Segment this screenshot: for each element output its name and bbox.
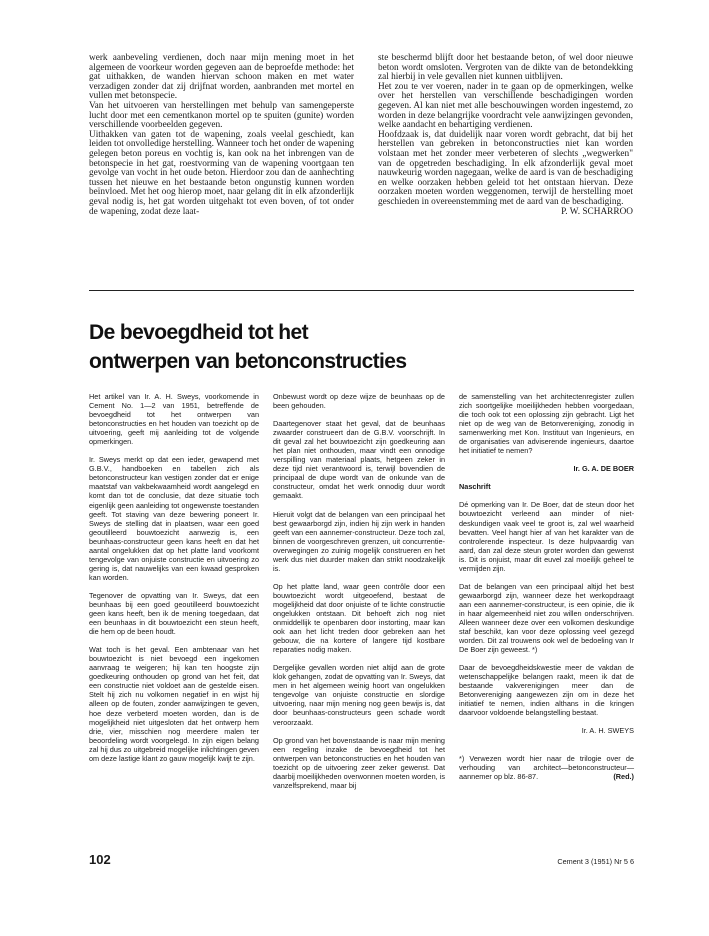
paragraph: Wat toch is het geval. Een ambtenaar van het bouwtoezicht is niet bevoegd een ingekomen aanvraag te weigeren; hij kan ten hoogste zijn goedkeuring onthouden op grond van het feit, dat een constructie niet voldoet aan de gestelde eisen. Stelt hij zich nu volkomen negatief in en wijst hij alleen op de fouten, zonder aanwijzingen te geven, hoe deze verbeterd moeten worden, dan is de mogelijkheid niet uitgesloten dat het ontwerp hem drie, vier, misschien nog meerdere malen ter beoordeling wordt voorgelegd. In zijn eigen belang zal hij dus zo uitgebreid mogelijke inlichtingen geven om deze lastige klant zo gauw mogelijk kwijt te zijn.	[89, 645, 259, 763]
footnote-text: *) Verwezen wordt hier naar de trilogie over de verhouding van architect—betonconstructeur—aannemer op blz. 86-87.	[459, 753, 634, 781]
headline-line-2: ontwerpen van betonconstructies	[89, 350, 407, 373]
naschrift-heading: Naschrift	[459, 482, 491, 492]
top-right-column	[378, 54, 633, 217]
article-column-2	[273, 392, 445, 799]
paragraph: Daar de bevoegdheidskwestie meer de vakdan de wetenschappelijke belangen raakt, meen ik dat de bestaande vakverenigingen meer dan de Betonvereniging aangewezen zijn om in deze het initiatief te nemen, indien althans in die kringen daarvoor voldoende belangstelling bestaat.	[459, 663, 634, 718]
author-signature: Ir. G. A. DE BOER	[573, 464, 634, 474]
footnote	[459, 754, 634, 781]
paragraph: Dat de belangen van een principaal altijd het best gewaarborgd zijn, wanneer deze het werkopdraagt aan een aannemer-constructeur, is een opinie, die ik in haar algemeenheid niet zou willen onderschrijven. Alleen wanneer deze over een volkomen deskundige staf beschikt, kan voor deze oplossing veel gezegd worden. Dit zal trouwens ook wel de bedoeling van Ir De Boer zijn geweest. *)	[459, 581, 634, 655]
top-left-column	[89, 54, 354, 217]
paragraph: Dé opmerking van Ir. De Boer, dat de steun door het bouwtoezicht verleend aan minder of niet-deskundigen vaak veel te groot is, zal wel waarheid bevatten. Veel hangt hier af van het karakter van de controlerende inspecteur. Is deze hulpvaardig van aard, dan zal deze steun groter worden dan gewenst is. Dit is onjuist, maar dit euvel zal moeilijk geheel te vermijden zijn.	[459, 500, 634, 573]
journal-reference: Cement 3 (1951) Nr 5 6	[557, 857, 634, 866]
paragraph: Tegenover de opvatting van Ir. Sweys, dat een beunhaas bij een goed geoutilleerd bouwtoezicht geen kans heeft, ben ik de mening toegedaan, dat een beunhaas in dit bouwtoezicht een steun heeft, die hem op de been houdt.	[89, 590, 259, 637]
paragraph: Op het platte land, waar geen contrôle door een bouwtoezicht wordt uitgeoefend, bestaat de mogelijkheid dat door onjuiste of te lichte constructie ongelukken ontstaan. Dit behoeft zich nog niet onmiddellijk te openbaren door instorting, maar kan ook aan het licht treden door gebreken aan het gebouw, die na kortere of langere tijd kostbare reparaties nodig maken.	[273, 581, 445, 655]
author-signature: Ir. A. H. SWEYS	[581, 726, 634, 736]
paragraph: ste beschermd blijft door het bestaande beton, of wel door nieuwe beton wordt omsloten. Vergroten van de dikte van de betondekking zal hierbij in vele gevallen niet kunnen uitblijven.	[378, 53, 633, 83]
paragraph: werk aanbeveling verdienen, doch naar mijn mening moet in het algemeen de voorkeur worden gegeven aan de beproefde methode: het gat uithakken, de wanden hiervan schoon maken en met water verzadigen zonder dat zij drijfnat worden, aanbranden met mortel en vullen met betonspecie.	[89, 53, 354, 102]
paragraph: Daartegenover staat het geval, dat de beunhaas zwaarder construeert dan de G.B.V. voorschrijft. In dit geval zal het bouwtoezicht zijn goedkeuring aan het plan niet onthouden, maar vindt een onnodige verspilling van materiaal plaats, hetgeen zeker in deze tijd niet verantwoord is, terwijl bovendien de principaal de dupe wordt van de onkunde van de constructeur, omdat het werk onnodig duur wordt gemaakt.	[273, 419, 445, 501]
paragraph: Van het uitvoeren van herstellingen met behulp van samengeperste lucht door met een cementkanon mortel op te spuiten (gunite) worden verschillende voorbeelden gegeven.	[89, 100, 354, 131]
paragraph: Op grond van het bovenstaande is naar mijn mening een regeling inzake de bevoegdheid tot het ontwerpen van betonconstructies en het houden van toezicht op de uitvoering zeer zeker gewenst. Dat daarbij moeilijkheden overwonnen moeten worden, is vanzelfsprekend, maar bij	[273, 735, 445, 790]
author-signature: P. W. SCHARROO	[561, 206, 633, 217]
headline-line-1: De bevoegdheid tot het	[89, 321, 308, 344]
paragraph: de samenstelling van het architectenregister zullen zich soortgelijke moeilijkheden hebben voorgedaan, die toch ook tot een oplossing zijn gebracht. Ligt het niet op de weg van de Betonvereniging, zonodig in samenwerking met Kon. Instituut van Ingenieurs, en de organisaties van adviserende ingenieurs, daartoe het initiatief te nemen?	[459, 392, 634, 456]
article-headline	[89, 318, 406, 376]
section-divider	[89, 290, 634, 291]
paragraph: Het zou te ver voeren, nader in te gaan op de opmerkingen, welke over het herstellen van verschillende beschadigingen worden gegeven. Al kan niet met alle beschouwingen worden ingestemd, zo worden in deze belangrijke voordracht vele aanwijzingen gevonden, welke aandacht en behartiging verdienen.	[378, 81, 633, 131]
paragraph: Hoofdzaak is, dat duidelijk naar voren wordt gebracht, dat bij het herstellen van gebreken in betonconstructies niet kan worden volstaan met het zonder meer verbeteren of slechts „wegwerken" van de opgetreden beschadiging. In elk afzonderlijk geval moet nauwkeurig worden nagegaan, welke de aard is van de beschadiging en welke oorzaken hebben geleid tot het ontstaan hiervan. Deze oorzaken moeten worden weggenomen, terwijl de herstelling moet geschieden in overeenstemming met de aard van de beschadiging.	[378, 129, 633, 207]
article-column-3	[459, 392, 634, 790]
paragraph: Onbewust wordt op deze wijze de beunhaas op de been gehouden.	[273, 392, 445, 411]
page-number: 102	[89, 852, 111, 867]
paragraph: Uithakken van gaten tot de wapening, zoals veelal geschiedt, kan leiden tot onvolledige herstelling. Wanneer toch het onder de wapening gelegen beton poreus en vochtig is, kan ook na het inbrengen van de betonspecie in het gat, roestvorming van de wapening voortgaan ten gevolge van vocht in het oude beton. Hierdoor zou dan de aanhechting tussen het nieuwe en het bestaande beton ongunstig kunnen worden beïnvloed. Met het oog hierop moet, naar gelang dit in elk afzonderlijk geval nodig is, het gat worden uitgehakt tot even boven, of tot onder de wapening, zodat deze laat-	[89, 129, 354, 217]
footnote-redaction: (Red.)	[613, 771, 634, 781]
paragraph: Hieruit volgt dat de belangen van een principaal het best gewaarborgd zijn, indien hij zijn werk in handen geeft van een aannemer-constructeur. Deze toch zal, binnen de voorgeschreven grenzen, uit concurrentie-overwegingen zo zuinig mogelijk construeren en het werk dus niet duurder maken dan strikt noodzakelijk is.	[273, 509, 445, 573]
article-column-1	[89, 392, 259, 772]
paragraph: Dergelijke gevallen worden niet altijd aan de grote klok gehangen, zodat de opvatting van Ir. Sweys, dat men in het algemeen weinig hoort van ongelukken tengevolge van onjuiste constructie en slordige uitvoering, naar mijn mening nog geen bewijs is, dat door beunhaas-constructeurs geen schade wordt veroorzaakt.	[273, 663, 445, 727]
paragraph: Ir. Sweys merkt op dat een ieder, gewapend met G.B.V., handboeken en tabellen zich als betonconstructeur kan vestigen zonder dat er enige maatstaf van vakbekwaamheid wordt aangelegd en komt dan tot de conclusie, dat deze situatie toch eigenlijk geen aanleiding tot ongewenste toestanden geeft. Tot staving van deze bewering poneert Ir. Sweys de stelling dat in plaatsen, waar een goed geoutilleerd bouwtoezicht aanwezig is, een beunhaas-constructeur geen kans heeft en dat het aantal ongelukken dat op het platte land voorkomt tengevolge van onjuiste constructie en uitvoering zo gering is, dat nauwelijks van een kwaad gesproken kan worden.	[89, 455, 259, 582]
paragraph: Het artikel van Ir. A. H. Sweys, voorkomende in Cement No. 1—2 van 1951, betreffende de bevoegdheid tot het ontwerpen van betonconstructies en het houden van toezicht op de uitvoering, geeft mij aanleiding tot de volgende opmerkingen.	[89, 392, 259, 447]
